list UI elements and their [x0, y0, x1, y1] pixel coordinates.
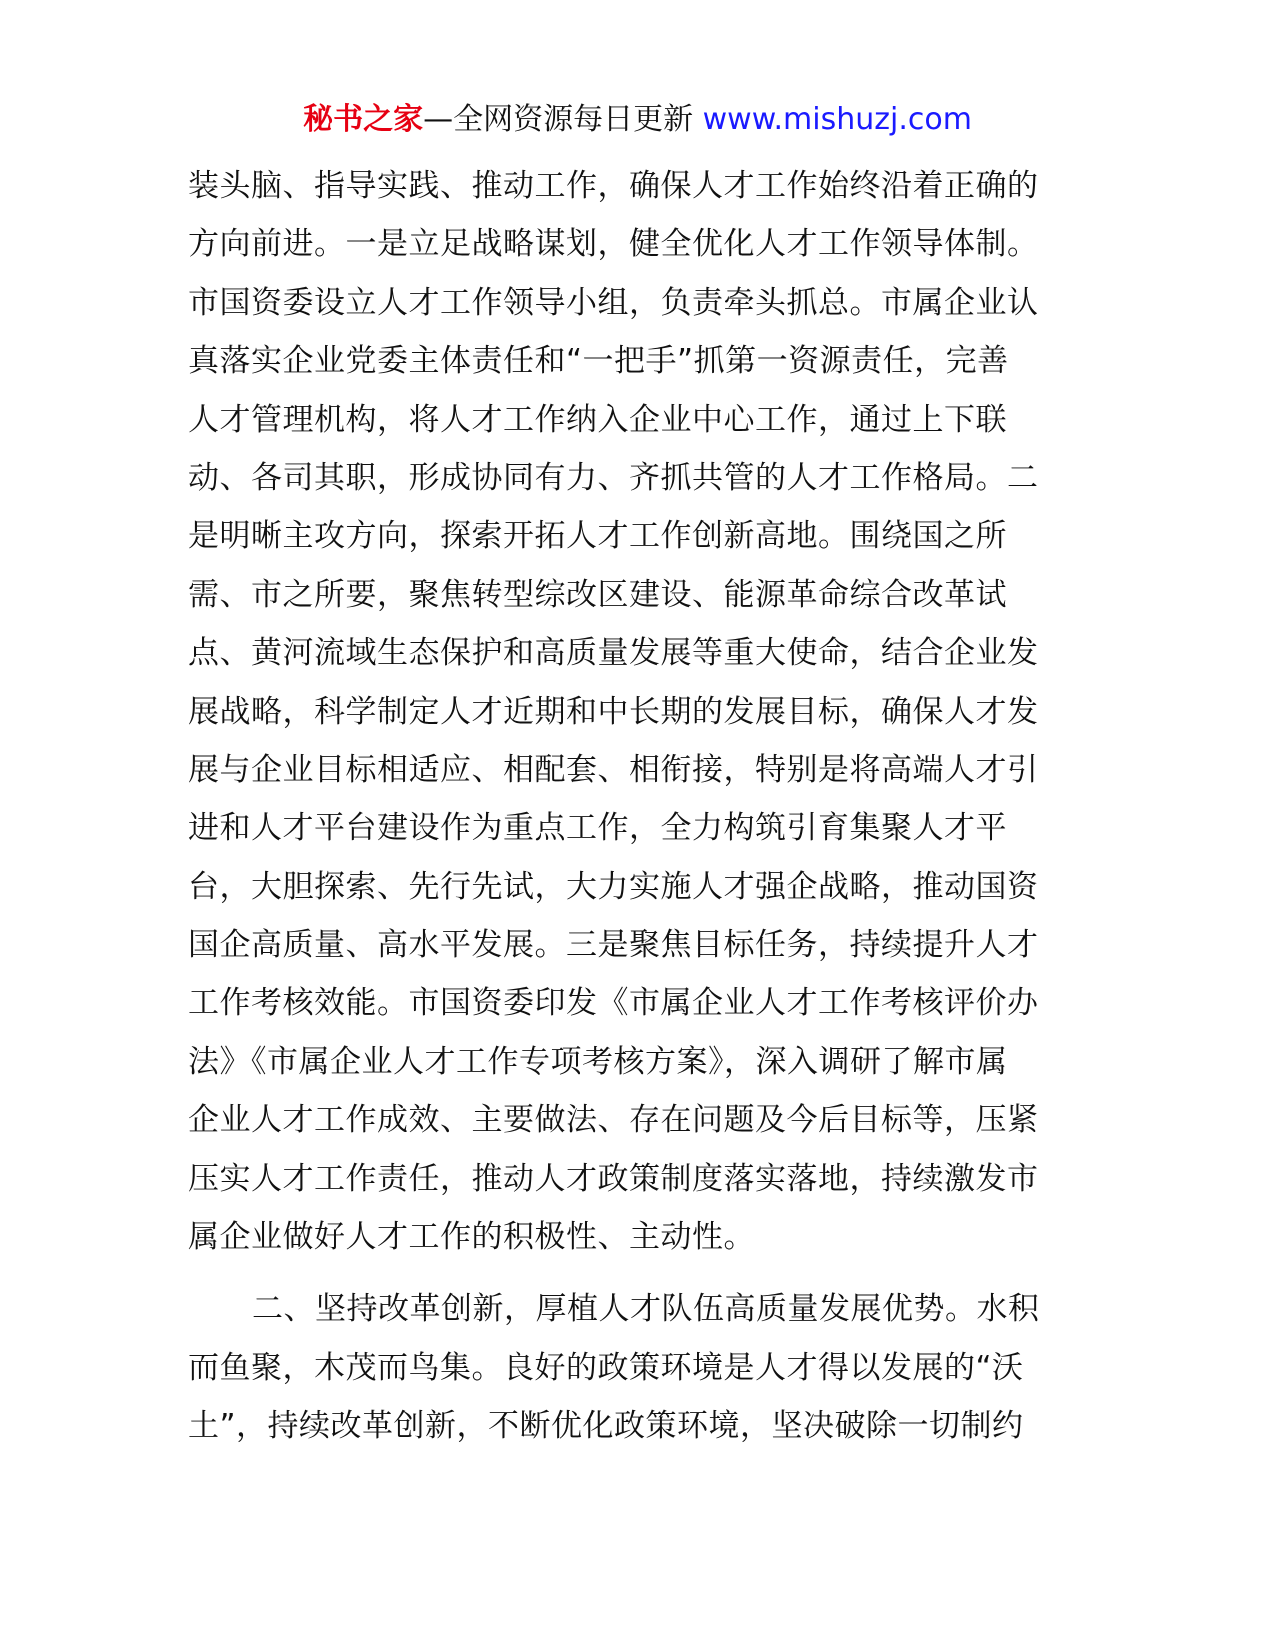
text-line: 是明晰主攻方向，探索开拓人才工作创新高地。围绕国之所 [188, 518, 1007, 555]
text-line: 工作考核效能。市国资委印发《市属企业人才工作考核评价办 [188, 985, 1039, 1022]
text-line: 展与企业目标相适应、相配套、相衔接，特别是将高端人才引 [188, 751, 1039, 788]
text-line: 人才管理机构，将人才工作纳入企业中心工作，通过上下联 [188, 401, 1007, 438]
paragraph-2 [188, 1280, 1088, 1455]
text-line: 台，大胆探索、先行先试，大力实施人才强企战略，推动国资 [188, 868, 1039, 905]
header-brand: 秘书之家 [303, 102, 424, 137]
text-line: 真落实企业党委主体责任和“一把手”抓第一资源责任，完善 [188, 343, 1009, 380]
paragraph-spacer [188, 1266, 1088, 1280]
text-line: 装头脑、指导实践、推动工作，确保人才工作始终沿着正确的 [188, 168, 1039, 204]
text-line: 国企高质量、高水平发展。三是聚焦目标任务，持续提升人才 [188, 927, 1039, 964]
text-line: 法》《市属企业人才工作专项考核方案》，深入调研了解市属 [188, 1043, 1008, 1080]
header-url-link[interactable]: www.mishuzj.com [702, 102, 972, 137]
text-line: 方向前进。一是立足战略谋划，健全优化人才工作领导体制。 [188, 226, 1039, 263]
text-line: 点、黄河流域生态保护和高质量发展等重大使命，结合企业发 [188, 635, 1039, 672]
text-line: 二、坚持改革创新，厚植人才队伍高质量发展优势。水积 [252, 1291, 1040, 1328]
text-line: 展战略，科学制定人才近期和中长期的发展目标，确保人才发 [188, 693, 1039, 730]
text-line: 企业人才工作成效、主要做法、存在问题及今后目标等，压紧 [188, 1102, 1039, 1139]
header-slogan: —全网资源每日更新 [423, 102, 703, 137]
text-line: 需、市之所要，聚焦转型综改区建设、能源革命综合改革试 [188, 576, 1007, 613]
text-line: 动、各司其职，形成协同有力、齐抓共管的人才工作格局。二 [188, 459, 1039, 496]
text-line: 土”，持续改革创新，不断优化政策环境，坚决破除一切制约 [188, 1408, 1024, 1445]
text-line: 属企业做好人才工作的积极性、主动性。 [188, 1219, 755, 1256]
text-line: 压实人才工作责任，推动人才政策制度落实落地，持续激发市 [188, 1160, 1039, 1197]
document-body [188, 157, 1088, 1456]
text-line: 进和人才平台建设作为重点工作，全力构筑引育集聚人才平 [188, 810, 1007, 847]
page-header [0, 100, 1275, 140]
text-line: 而鱼聚，木茂而鸟集。良好的政策环境是人才得以发展的“沃 [188, 1349, 1024, 1386]
paragraph-1 [188, 157, 1088, 1266]
text-line: 市国资委设立人才工作领导小组，负责牵头抓总。市属企业认 [188, 284, 1039, 321]
